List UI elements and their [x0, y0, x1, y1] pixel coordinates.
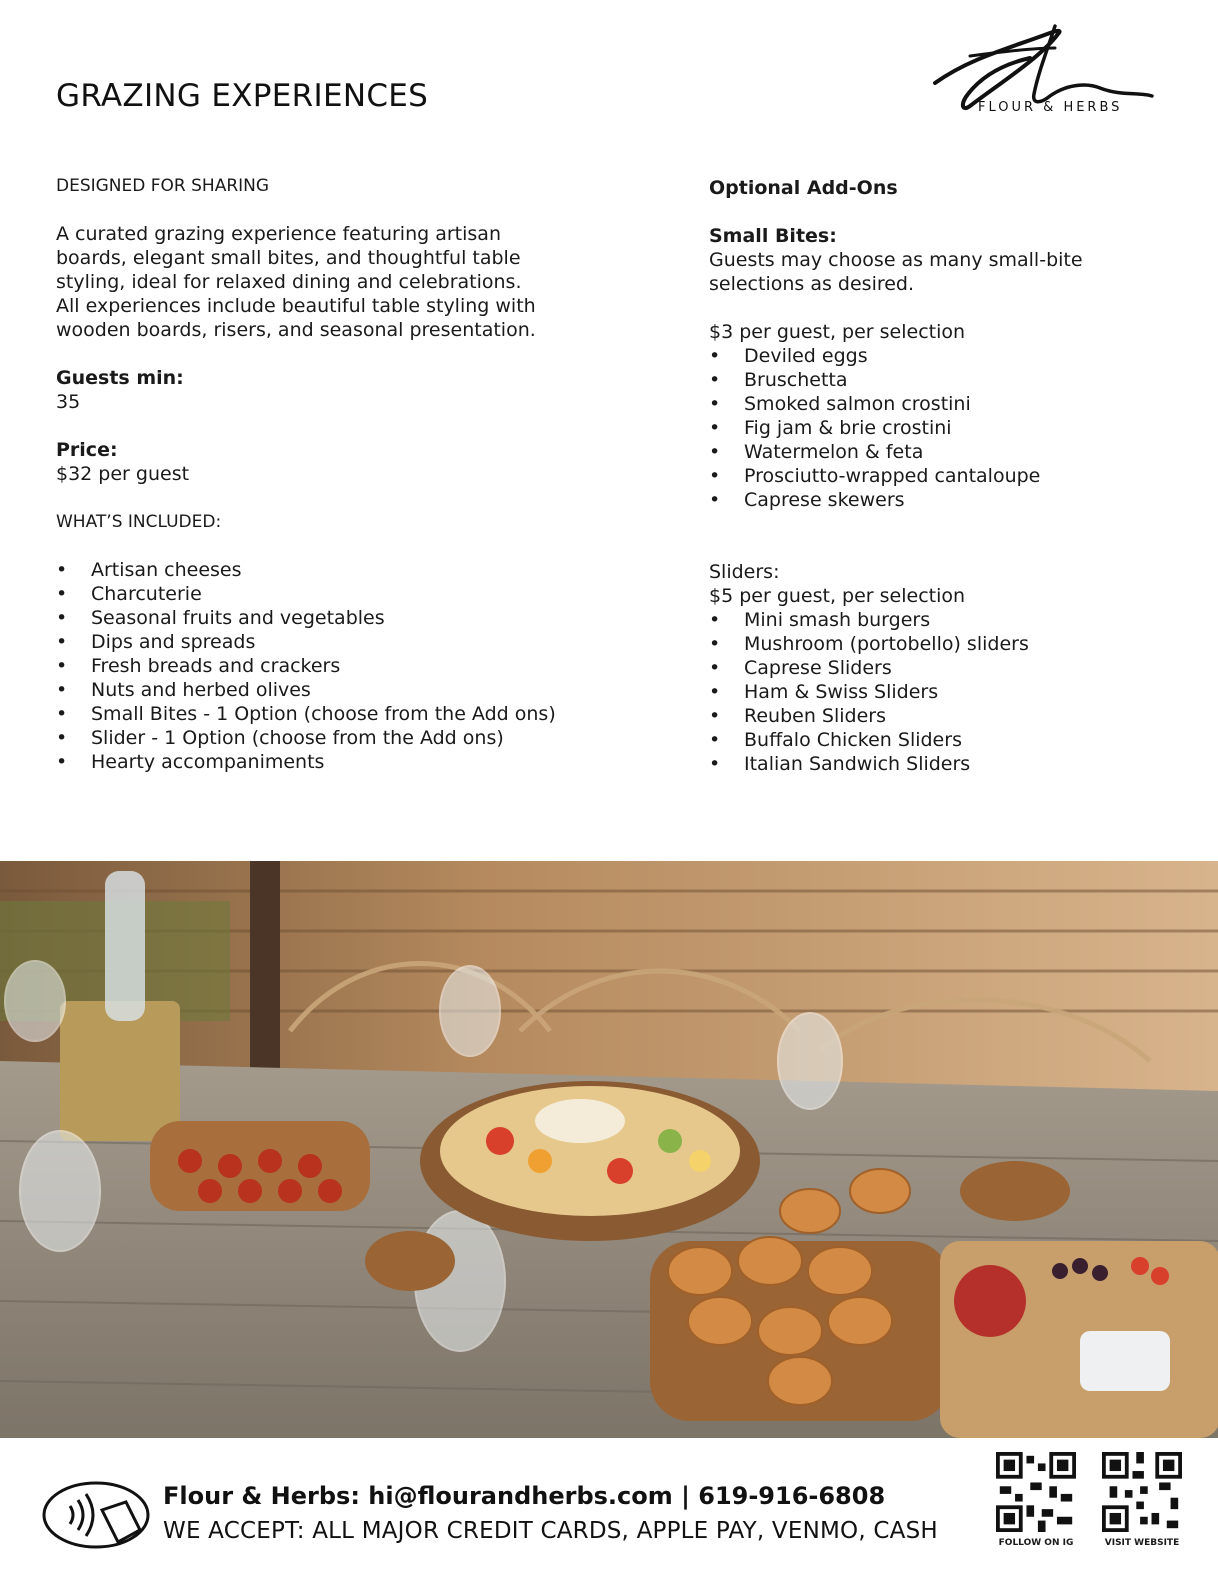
price-label: Price:: [56, 439, 118, 461]
list-item: • Ham & Swiss Sliders: [709, 680, 1179, 704]
list-item: • Hearty accompaniments: [56, 750, 636, 774]
list-item: • Fresh breads and crackers: [56, 654, 636, 678]
list-item: • Reuben Sliders: [709, 704, 1179, 728]
description-line: wooden boards, risers, and seasonal presentation.: [56, 319, 536, 341]
description-line: styling, ideal for relaxed dining and celebrations.: [56, 271, 522, 293]
list-item: • Nuts and herbed olives: [56, 678, 636, 702]
price-value: $32 per guest: [56, 463, 190, 485]
qr-label-instagram: FOLLOW ON IG: [998, 1538, 1074, 1548]
included-list: [56, 558, 636, 774]
small-bites-list: [709, 344, 1179, 512]
list-item: • Italian Sandwich Sliders: [709, 752, 1179, 776]
small-bites-note: Guests may choose as many small-bite: [709, 249, 1083, 271]
small-bites-price: $3 per guest, per selection: [709, 321, 966, 343]
list-item: • Buffalo Chicken Sliders: [709, 728, 1179, 752]
list-item: • Mini smash burgers: [709, 608, 1179, 632]
right-column: [709, 176, 1179, 776]
small-bites-label: Small Bites:: [709, 225, 837, 247]
sliders-list: [709, 608, 1179, 776]
qr-label-website: VISIT WEBSITE: [1104, 1538, 1180, 1548]
included-heading: WHAT’S INCLUDED:: [56, 512, 222, 532]
page-title: GRAZING EXPERIENCES: [56, 78, 429, 114]
qr-code-instagram-icon[interactable]: [996, 1452, 1076, 1532]
photo-illustration: [0, 861, 1218, 1438]
list-item: • Artisan cheeses: [56, 558, 636, 582]
guests-label: Guests min:: [56, 367, 184, 389]
section-heading: DESIGNED FOR SHARING: [56, 176, 270, 196]
grazing-table-photo: [0, 861, 1218, 1438]
left-column: [56, 174, 636, 774]
list-item: • Prosciutto-wrapped cantaloupe: [709, 464, 1179, 488]
list-item: • Slider - 1 Option (choose from the Add ons): [56, 726, 636, 750]
list-item: • Charcuterie: [56, 582, 636, 606]
description-line: A curated grazing experience featuring artisan: [56, 223, 501, 245]
list-item: • Mushroom (portobello) sliders: [709, 632, 1179, 656]
list-item: • Small Bites - 1 Option (choose from the Add ons): [56, 702, 636, 726]
list-item: • Seasonal fruits and vegetables: [56, 606, 636, 630]
description-line: All experiences include beautiful table styling with: [56, 295, 536, 317]
sliders-price: $5 per guest, per selection: [709, 585, 966, 607]
contactless-payment-icon: [42, 1480, 154, 1550]
qr-code-website-icon[interactable]: [1102, 1452, 1182, 1532]
addons-heading: Optional Add-Ons: [709, 177, 898, 199]
list-item: • Dips and spreads: [56, 630, 636, 654]
small-bites-note: selections as desired.: [709, 273, 915, 295]
payment-info: WE ACCEPT: ALL MAJOR CREDIT CARDS, APPLE PAY, VENMO, CASH: [163, 1518, 938, 1544]
list-item: • Fig jam & brie crostini: [709, 416, 1179, 440]
list-item: • Watermelon & feta: [709, 440, 1179, 464]
sliders-label: Sliders:: [709, 561, 780, 583]
guests-value: 35: [56, 391, 81, 413]
list-item: • Caprese skewers: [709, 488, 1179, 512]
contact-info: Flour & Herbs: hi@flourandherbs.com | 619-916-6808: [163, 1482, 886, 1510]
list-item: • Caprese Sliders: [709, 656, 1179, 680]
list-item: • Deviled eggs: [709, 344, 1179, 368]
list-item: • Smoked salmon crostini: [709, 392, 1179, 416]
list-item: • Bruschetta: [709, 368, 1179, 392]
description-line: boards, elegant small bites, and thoughtful table: [56, 247, 521, 269]
logo-text: FLOUR & HERBS: [978, 100, 1123, 115]
